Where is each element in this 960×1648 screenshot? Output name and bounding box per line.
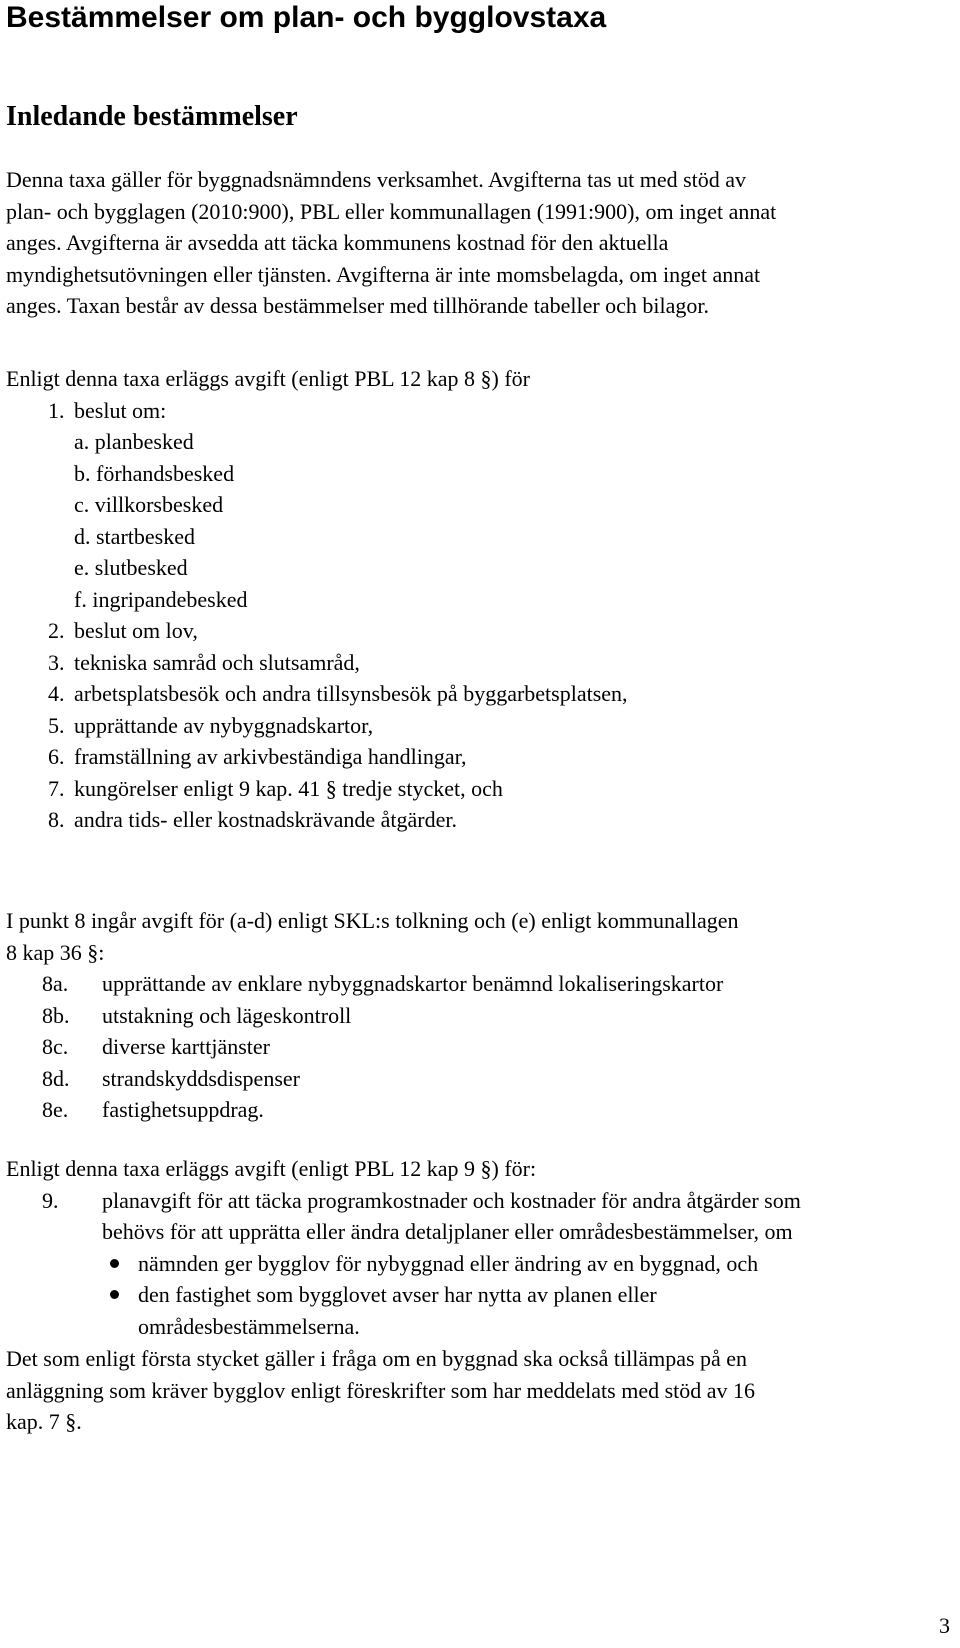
closing-line: kap. 7 §. bbox=[6, 1409, 82, 1434]
closing-line: anläggning som kräver bygglov enligt föreskrifter som har meddelats med stöd av 16 bbox=[6, 1377, 756, 1403]
list-item-number: 4. bbox=[48, 681, 65, 706]
intro-line: anges. Taxan består av dessa bestämmelser med tillhörande tabeller och bilagor. bbox=[6, 293, 710, 318]
bullet-icon bbox=[102, 1248, 138, 1280]
closing-paragraph bbox=[6, 1343, 946, 1438]
bullet-text: nämnden ger bygglov för nybyggnad eller ändring av en byggnad, och bbox=[138, 1250, 759, 1276]
list-item bbox=[6, 1185, 946, 1343]
list-item-text: upprättande av enklare nybyggnadskartor benämnd lokaliseringskartor bbox=[102, 971, 724, 996]
page-number: 3 bbox=[939, 1613, 950, 1638]
bullet-item bbox=[102, 1279, 946, 1342]
list-item-text: fastighetsuppdrag. bbox=[102, 1097, 264, 1122]
list-item bbox=[6, 1000, 946, 1032]
punkt-8-intro-line: I punkt 8 ingår avgift för (a-d) enligt SKL:s tolkning och (e) enligt kommunallagen bbox=[6, 908, 739, 933]
section-heading: Inledande bestämmelser bbox=[6, 101, 298, 132]
list-item bbox=[6, 804, 946, 836]
list-item-text: upprättande av nybyggnadskartor, bbox=[74, 712, 374, 738]
intro-line: Denna taxa gäller för byggnadsnämndens verksamhet. Avgifterna tas ut med stöd av bbox=[6, 167, 747, 192]
list-item bbox=[6, 678, 946, 710]
list-item-text: strandskyddsdispenser bbox=[102, 1065, 300, 1091]
list-item-text: diverse karttjänster bbox=[102, 1034, 270, 1059]
list-item-text: tekniska samråd och slutsamråd, bbox=[74, 649, 360, 675]
intro-line: plan- och bygglagen (2010:900), PBL eller kommunallagen (1991:900), om inget annat bbox=[6, 198, 777, 224]
intro-line: anges. Avgifterna är avsedda att täcka kommunens kostnad för den aktuella bbox=[6, 230, 669, 255]
bullet-text: den fastighet som bygglovet avser har nytta av planen eller bbox=[138, 1282, 657, 1307]
list-item-text: utstakning och lägeskontroll bbox=[102, 1002, 352, 1028]
list-item-number: 2. bbox=[48, 618, 65, 643]
fee-list-pbl-12-8 bbox=[6, 363, 946, 836]
list-item-number: 6. bbox=[48, 744, 65, 769]
list-intro: Enligt denna taxa erläggs avgift (enligt PBL 12 kap 8 §) för bbox=[6, 366, 530, 391]
closing-line: Det som enligt första stycket gäller i fråga om en byggnad ska också tillämpas på en bbox=[6, 1346, 748, 1371]
list-item-number: 8d. bbox=[42, 1065, 70, 1091]
list-item bbox=[6, 710, 946, 742]
list-item-number: 9. bbox=[42, 1187, 59, 1213]
list-item bbox=[6, 773, 946, 805]
fee-list-pbl-12-9 bbox=[6, 1153, 946, 1342]
list-item-number: 8e. bbox=[42, 1097, 69, 1122]
sub-list-item: d. startbesked bbox=[74, 523, 195, 549]
sub-list-item: a. planbesked bbox=[74, 429, 194, 454]
list-item-number: 3. bbox=[48, 649, 65, 675]
list-item-text: arbetsplatsbesök och andra tillsynsbesök på byggarbetsplatsen, bbox=[74, 681, 628, 706]
list-item-number: 5. bbox=[48, 712, 65, 738]
list-item-text: beslut om: bbox=[74, 397, 167, 423]
intro-line: myndighetsutövningen eller tjänsten. Avgifterna är inte momsbelagda, om inget annat bbox=[6, 261, 761, 287]
list-item bbox=[6, 1094, 946, 1126]
list-item-text: andra tids- eller kostnadskrävande åtgärder. bbox=[74, 807, 458, 832]
bullet-text: områdesbestämmelserna. bbox=[138, 1313, 360, 1339]
list-item bbox=[6, 647, 946, 679]
sub-list-item: c. villkorsbesked bbox=[74, 492, 224, 517]
intro-paragraph bbox=[6, 164, 946, 322]
list-item-text: framställning av arkivbeständiga handlingar, bbox=[74, 744, 467, 769]
list-intro: Enligt denna taxa erläggs avgift (enligt PBL 12 kap 9 §) för: bbox=[6, 1156, 537, 1181]
list-item-text: kungörelser enligt 9 kap. 41 § tredje stycket, och bbox=[74, 775, 503, 801]
document-title: Bestämmelser om plan- och bygglovstaxa bbox=[6, 1, 607, 34]
list-item bbox=[6, 1031, 946, 1063]
list-item-number: 8. bbox=[48, 807, 65, 832]
list-item-number: 8b. bbox=[42, 1002, 70, 1028]
list-item-number: 7. bbox=[48, 775, 65, 801]
list-item bbox=[6, 395, 946, 427]
punkt-8-section bbox=[6, 905, 946, 1126]
list-item bbox=[6, 741, 946, 773]
list-item-number: 8c. bbox=[42, 1034, 69, 1059]
bullet-item bbox=[102, 1248, 946, 1280]
list-item-text: beslut om lov, bbox=[74, 618, 198, 643]
sub-list-item: f. ingripandebesked bbox=[74, 586, 248, 612]
sub-list-item: b. förhandsbesked bbox=[74, 460, 235, 486]
sub-list-item: e. slutbesked bbox=[74, 555, 188, 580]
list-item bbox=[6, 615, 946, 647]
list-item bbox=[6, 968, 946, 1000]
list-item-text: behövs för att upprätta eller ändra detaljplaner eller områdesbestämmelser, om bbox=[102, 1219, 793, 1244]
list-item bbox=[6, 1063, 946, 1095]
list-item-number: 1. bbox=[48, 397, 65, 423]
punkt-8-intro-line: 8 kap 36 §: bbox=[6, 939, 105, 965]
list-item-number: 8a. bbox=[42, 971, 69, 996]
bullet-icon bbox=[102, 1279, 138, 1342]
list-item-text: planavgift för att täcka programkostnader och kostnader för andra åtgärder som bbox=[102, 1187, 801, 1213]
